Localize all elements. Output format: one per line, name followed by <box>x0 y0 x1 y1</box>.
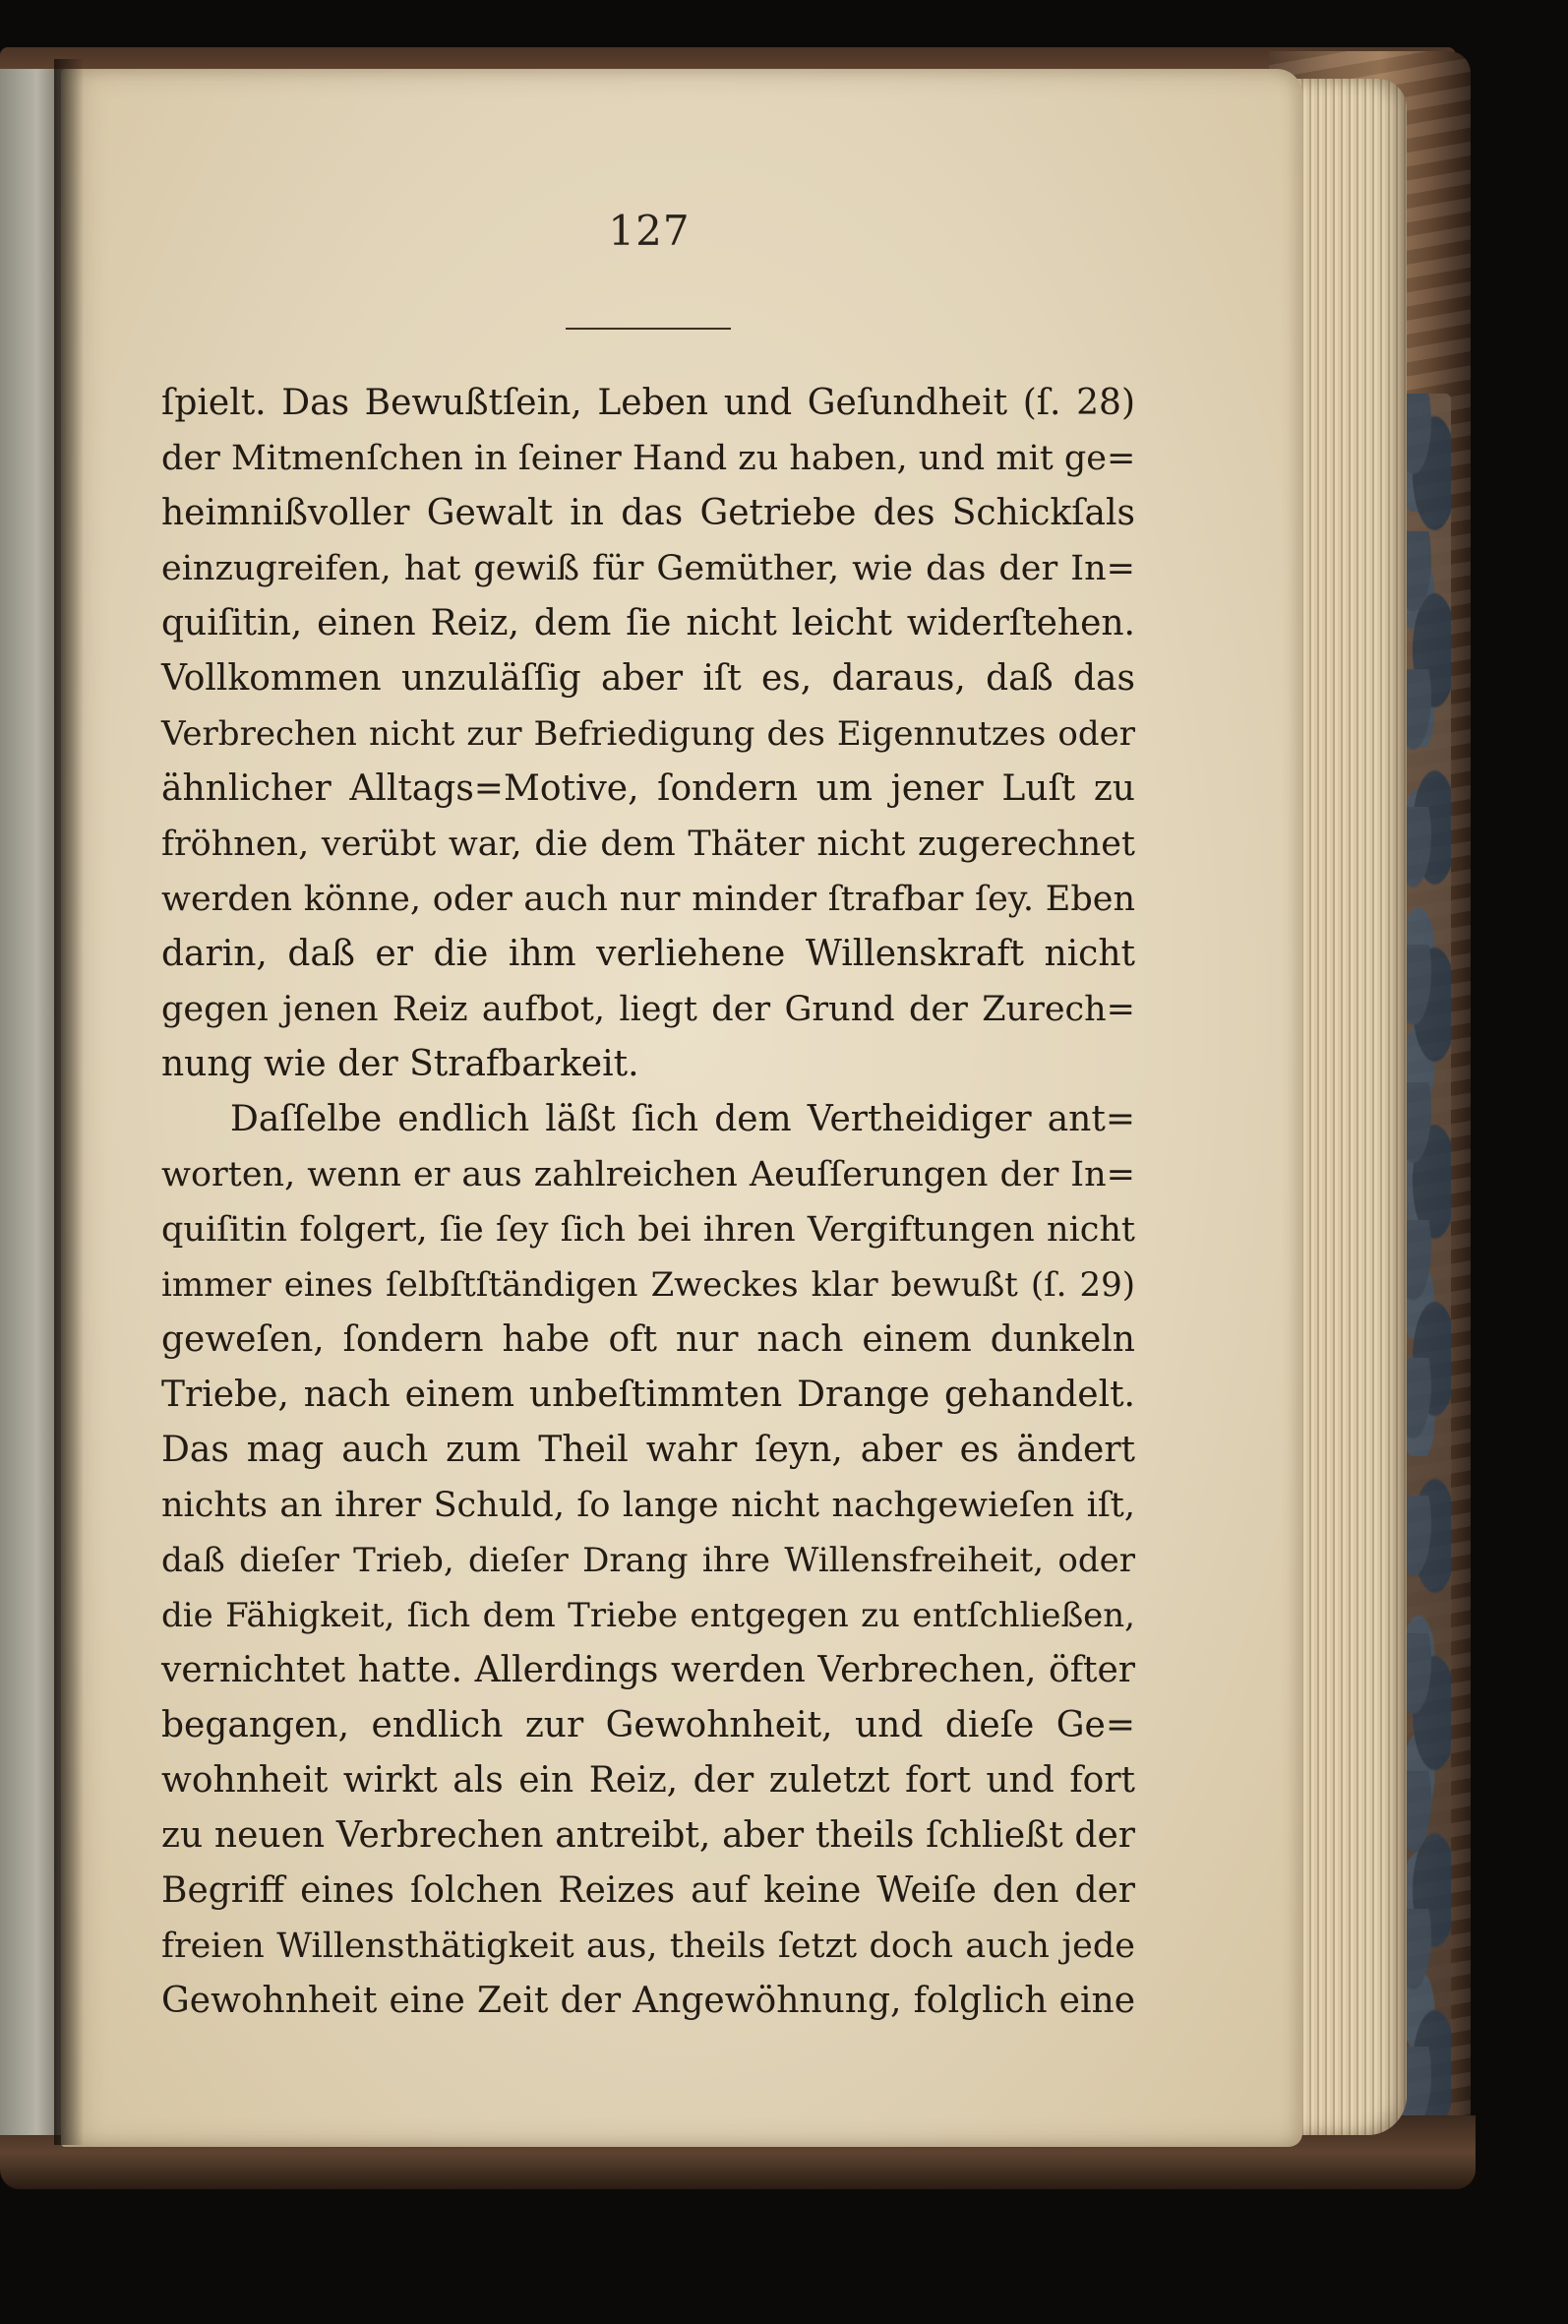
text-line: geweſen, ſondern habe oft nur nach einem dunkeln <box>161 1319 1135 1360</box>
text-line: quiſitin, einen Reiz, dem ſie nicht leicht widerſtehen. <box>161 603 1135 643</box>
text-line: darin, daß er die ihm verliehene Willenskraft nicht <box>161 934 1135 974</box>
text-line: Begriff eines ſolchen Reizes auf keine Weiſe den der <box>161 1870 1135 1911</box>
text-line: die Fähigkeit, ſich dem Triebe entgegen zu entſchließen, <box>161 1596 1135 1635</box>
text-line: Das mag auch zum Theil wahr ſeyn, aber es ändert <box>161 1430 1135 1470</box>
text-line: zu neuen Verbrechen antreibt, aber theils ſchließt der <box>161 1815 1135 1856</box>
text-line: fröhnen, verübt war, die dem Thäter nicht zugerechnet <box>161 825 1135 864</box>
text-line: Daſſelbe endlich läßt ſich dem Vertheidiger ant= <box>230 1099 1135 1139</box>
text-line: nichts an ihrer Schuld, ſo lange nicht nachgewieſen iſt, <box>161 1486 1135 1525</box>
text-line: einzugreifen, hat gewiß für Gemüther, wie das der In= <box>161 549 1135 588</box>
text-line: wohnheit wirkt als ein Reiz, der zuletzt fort und fort <box>161 1760 1135 1801</box>
page-number: 127 <box>608 207 691 255</box>
text-line: Gewohnheit eine Zeit der Angewöhnung, folglich eine <box>161 1981 1135 2021</box>
text-line: ſpielt. Das Bewußtſein, Leben und Geſundheit (ſ. 28) <box>161 383 1135 423</box>
text-line: Triebe, nach einem unbeſtimmten Drange gehandelt. <box>161 1375 1135 1415</box>
text-line: Vollkommen unzuläſſig aber iſt es, daraus, daß das <box>161 658 1135 699</box>
text-line: quiſitin folgert, ſie ſey ſich bei ihren Vergiftungen nicht <box>161 1210 1135 1250</box>
body-text <box>161 376 1135 2029</box>
text-line: daß dieſer Trieb, dieſer Drang ihre Willensfreiheit, oder <box>161 1541 1135 1580</box>
text-line: der Mitmenſchen in ſeiner Hand zu haben, und mit ge= <box>161 439 1136 478</box>
text-line: heimnißvoller Gewalt in das Getriebe des Schickſals <box>161 493 1135 533</box>
text-line: Verbrechen nicht zur Befriedigung des Eigennutzes oder <box>161 714 1135 754</box>
text-line: immer eines ſelbſtſtändigen Zweckes klar bewußt (ſ. 29) <box>161 1265 1135 1305</box>
text-line: gegen jenen Reiz aufbot, liegt der Grund der Zurech= <box>161 990 1135 1029</box>
page-number-rule <box>566 328 731 330</box>
text-line: werden könne, oder auch nur minder ſtrafbar ſey. Eben <box>161 880 1135 919</box>
text-line: worten, wenn er aus zahlreichen Aeuſſerungen der In= <box>161 1155 1135 1194</box>
text-line: nung wie der Strafbarkeit. <box>161 1044 639 1084</box>
text-line: begangen, endlich zur Gewohnheit, und dieſe Ge= <box>161 1705 1135 1745</box>
text-line: vernichtet hatte. Allerdings werden Verbrechen, öfter <box>161 1650 1135 1690</box>
gutter-shadow <box>54 59 84 2145</box>
text-line: ähnlicher Alltags=Motive, ſondern um jener Luſt zu <box>161 768 1135 809</box>
text-line: freien Willensthätigkeit aus, theils ſetzt doch auch jede <box>161 1926 1135 1966</box>
